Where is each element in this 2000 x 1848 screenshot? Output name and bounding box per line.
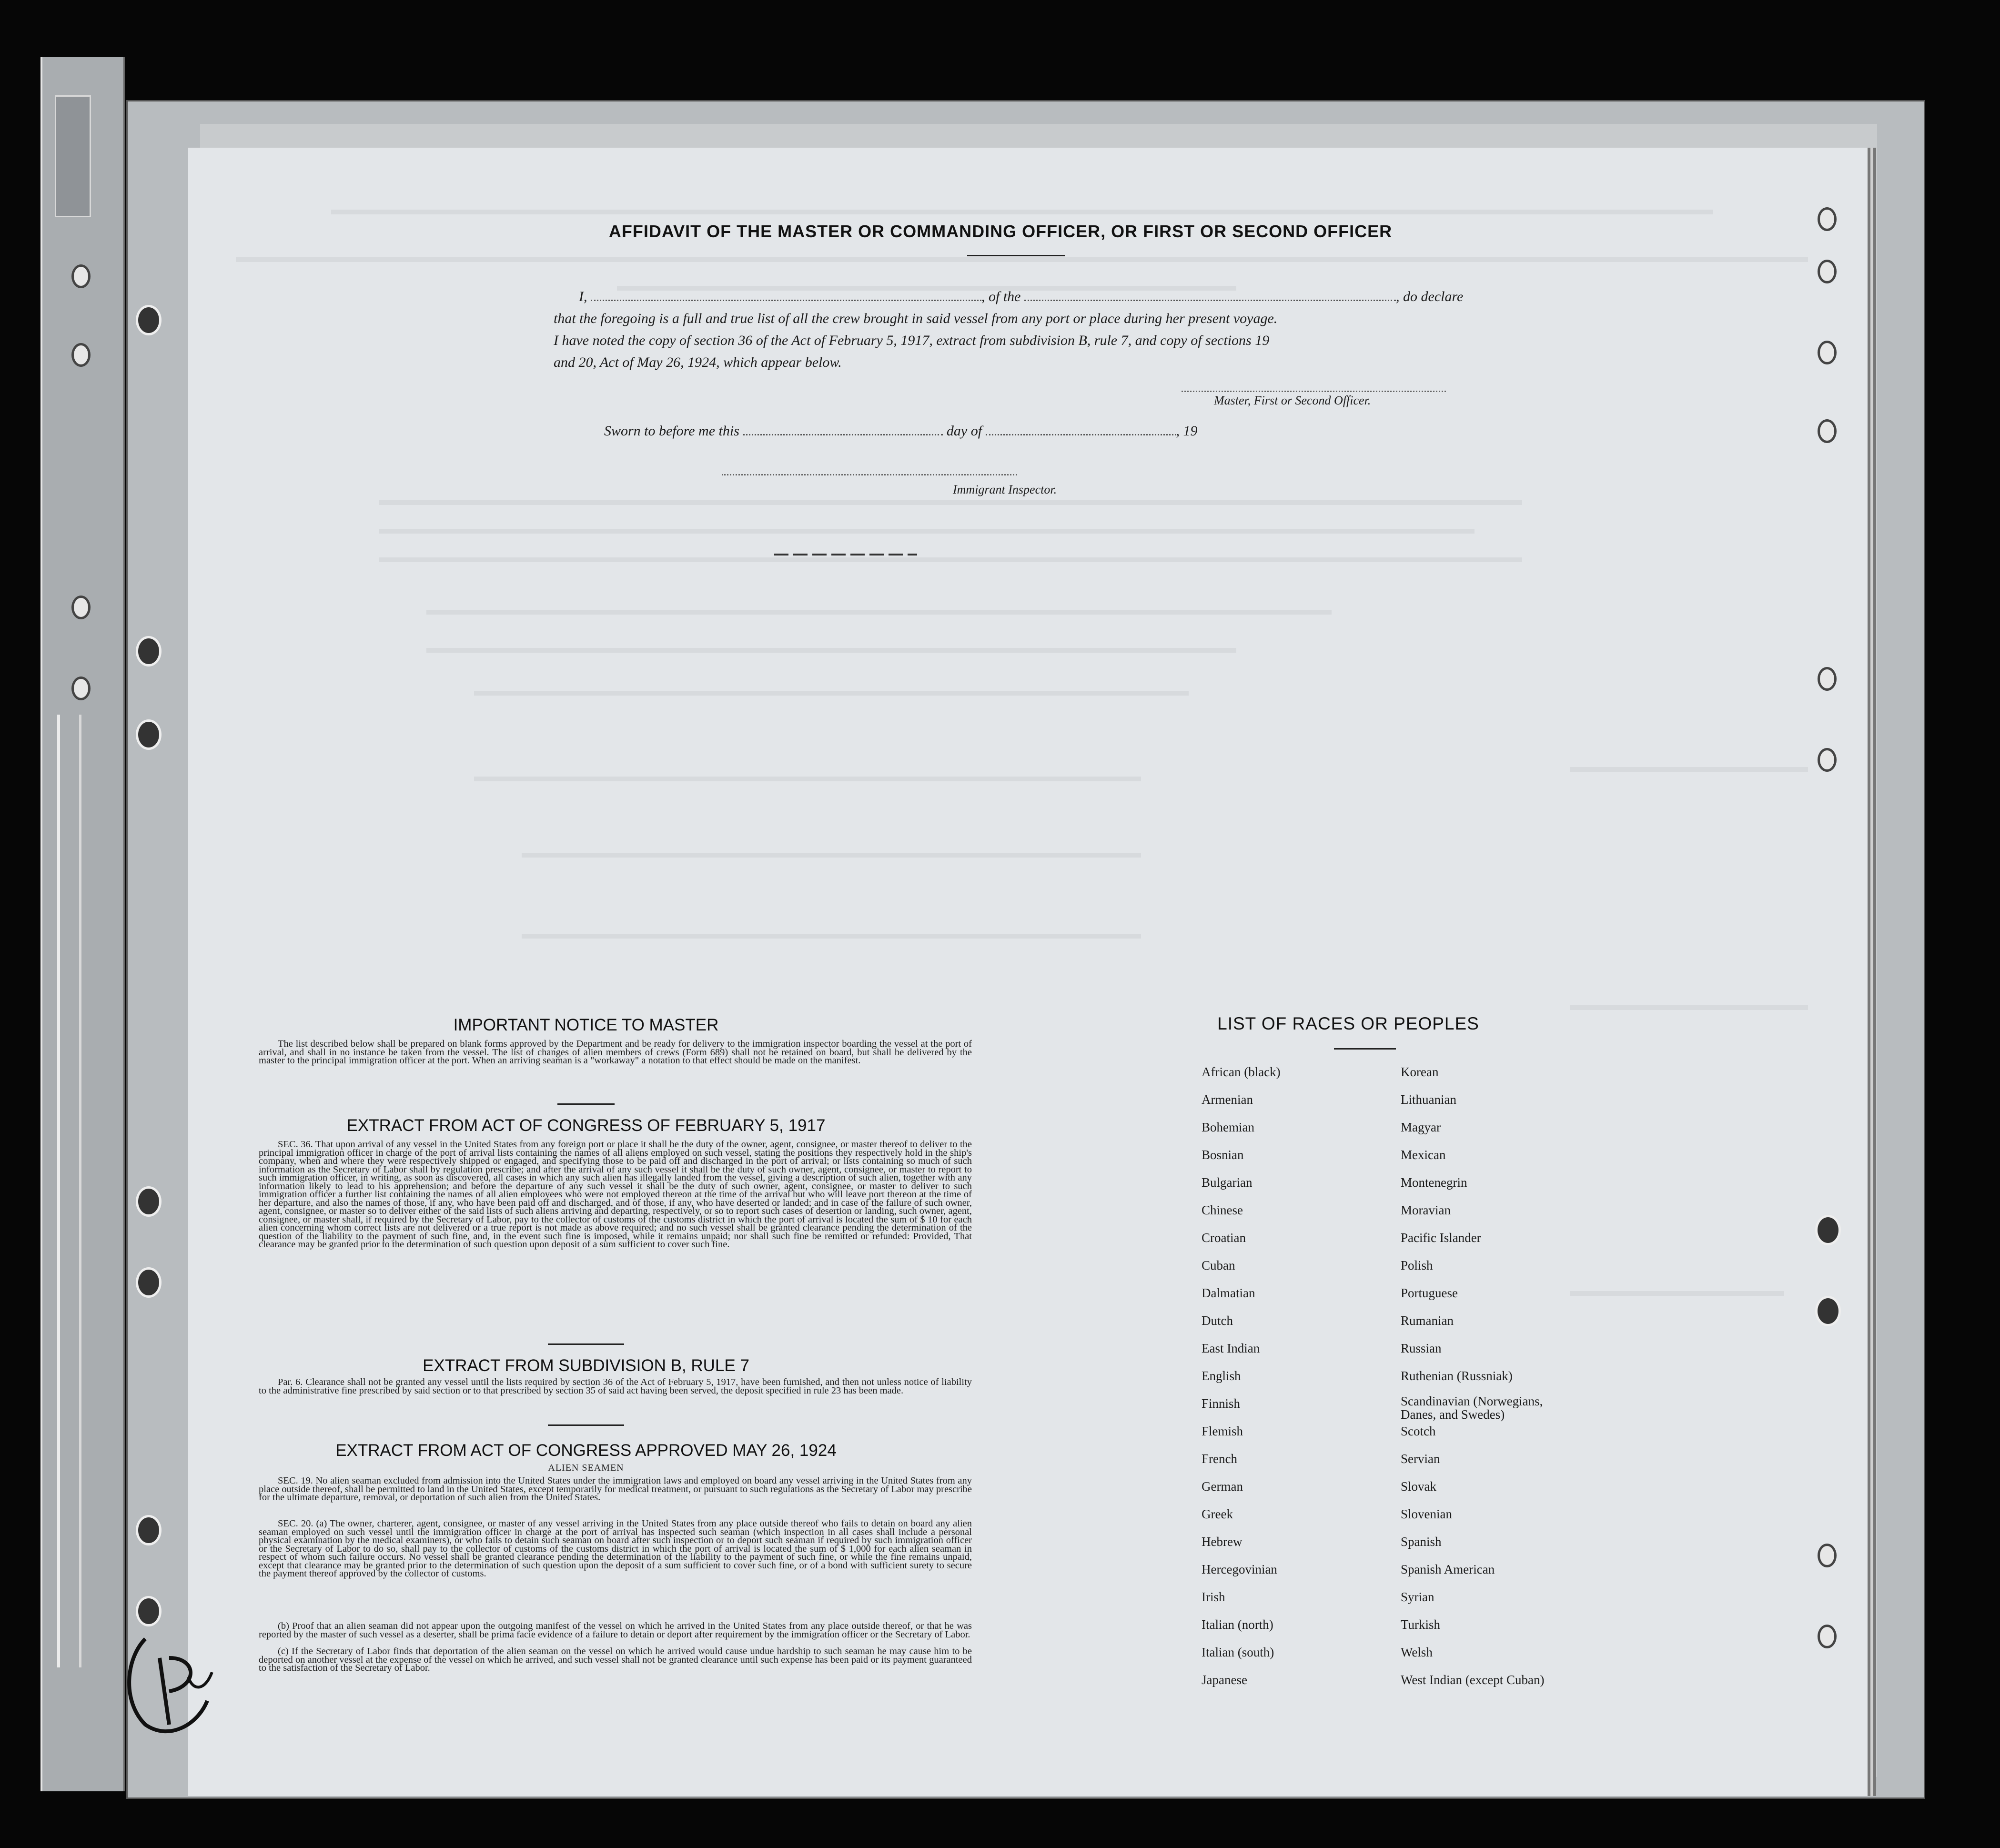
binder-hole <box>136 1515 162 1545</box>
binding-strip-edges <box>57 715 81 1667</box>
master-name-field[interactable] <box>591 289 981 301</box>
binder-hole <box>1815 1296 1841 1326</box>
race-left: Bosnian <box>1202 1148 1244 1162</box>
binder-hole <box>1815 1215 1841 1245</box>
race-right: Servian <box>1401 1452 1440 1466</box>
race-left: Irish <box>1202 1590 1225 1604</box>
race-right: Spanish American <box>1401 1562 1495 1576</box>
race-right: Scotch <box>1401 1424 1436 1438</box>
binder-hole <box>1818 419 1837 443</box>
extract-1917-text: SEC. 36. That upon arrival of any vessel in the United States from any foreign port or place it shall be the duty of the owner, agent, consignee, or master thereof to deliver to the principal immigration officer in charge of the port of arrival lists containing the names of all aliens employed on such vessel, stating the positions they respectively hold in the ship's company, when and where they were respectively shipped or engaged, and specifying those to be paid off and discharged in the port of arrival; or lists containing so much of such information as the Secretary of Labor shall by regulation prescribe; and after the arrival of any such vessel it shall be the duty of such owner, agent, consignee, or master to report to such immigration officer, in writing, as soon as discovered, all cases in which any such alien has illegally landed from the vessel, giving a description of such alien, together with any information likely to lead to his apprehension; and before the departure of any such vessel it shall be the duty of such owner, agent, consignee, or master to deliver to such immigration officer a further list containing the names of all alien employees who were not employed thereon at the time of the arrival but who will leave port thereon at the time of her departure, and also the names of those, if any, who have been paid off and discharged, and of those, if any, who have deserted or landed; and in case of the failure of such owner, agent, consignee, or master so to deliver either of the said lists of such aliens arriving and departing, respectively, or so to report such cases of desertion or landing, such owner, agent, consignee, or master shall, if required by the Secretary of Labor, pay to the collector of customs of the customs district in which the port of arrival is located the sum of $ 10 for each alien concerning whom correct lists are not delivered or a true report is not made as above required; and no such vessel shall be granted clearance pending the determination of the question of the liability to the payment of such fine, and, in the event such fine is imposed, while it remains unpaid; nor shall such fine be remitted or refunded: Provided, That clearance may be granted prior to the determination of such question upon deposit of a sum sufficient to cover such fine. <box>259 1139 972 1250</box>
dashed-mark <box>774 554 917 555</box>
race-left: Chinese <box>1202 1203 1243 1217</box>
race-right: Scandinavian (Norwegians, Danes, and Swedes) <box>1401 1394 1543 1422</box>
sec-19-text: SEC. 19. No alien seaman excluded from admission into the United States under the immigration laws and employed on board any vessel arriving in the United States from any place outside thereof, shall be permitted to land in the United States, except temporarily for medical treatment, or pursuant to such regulations as the Secretary of Labor may prescribe for the ultimate departure, removal, or deportation of such alien from the United States. <box>259 1475 972 1503</box>
declaration-of-the-label: , of the <box>981 289 1021 304</box>
race-right: West Indian (except Cuban) <box>1401 1673 1545 1687</box>
binder-hole <box>136 1186 162 1217</box>
alien-seamen-heading: ALIEN SEAMEN <box>548 1463 624 1473</box>
race-left: Dalmatian <box>1202 1286 1255 1300</box>
notice-text: The list described below shall be prepared on blank forms approved by the Department and be ready for delivery to the immigration inspector boarding the vessel at the port of arrival, and shall in no instance be taken from the vessel. The list of changes of alien members of crews (Form 689) shall not be retained on board, but shall be delivered by the master to the principal immigration officer at the port. When an arriving seaman is a "workaway" a notation to that effect should be made on the manifest. <box>259 1039 972 1066</box>
race-right: Portuguese <box>1401 1286 1458 1300</box>
race-left: English <box>1202 1369 1241 1383</box>
race-left: Bulgarian <box>1202 1175 1253 1190</box>
declaration-i-label: I, <box>579 289 587 304</box>
declaration-do-declare-label: , do declare <box>1396 289 1464 304</box>
declaration-line-1 <box>579 289 1463 305</box>
race-left: Cuban <box>1202 1258 1235 1272</box>
sworn-month-field[interactable] <box>986 424 1176 435</box>
race-right: Slovak <box>1401 1479 1437 1494</box>
binder-hole <box>1818 341 1837 364</box>
race-left: French <box>1202 1452 1237 1466</box>
race-right: Pacific Islander <box>1401 1231 1481 1245</box>
race-right: Moravian <box>1401 1203 1451 1217</box>
race-right: Ruthenian (Russniak) <box>1401 1369 1513 1383</box>
subdivision-b-text: Par. 6. Clearance shall not be granted any vessel until the lists required by section 36 of the Act of February 5, 1917, have been furnished, and then not unless notice of liability to the administrative fine prescribed by said section or to that prescribed by section 35 of said act having been served, the deposit specified in rule 23 has been made. <box>259 1377 972 1396</box>
race-left: Hercegovinian <box>1202 1562 1277 1576</box>
race-left: Armenian <box>1202 1092 1253 1107</box>
binder-hole <box>1818 260 1837 283</box>
binder-hole <box>1818 667 1837 691</box>
race-left: East Indian <box>1202 1341 1260 1355</box>
race-left: Flemish <box>1202 1424 1243 1438</box>
vessel-name-field[interactable] <box>1024 289 1396 301</box>
race-left: Finnish <box>1202 1396 1241 1411</box>
title-divider <box>967 255 1065 256</box>
race-right: Turkish <box>1401 1617 1441 1632</box>
races-title: LIST OF RACES OR PEOPLES <box>1217 1014 1479 1033</box>
sworn-label: Sworn to before me this <box>604 423 739 439</box>
race-right: Lithuanian <box>1401 1092 1456 1107</box>
binder-hole <box>136 1596 162 1626</box>
binder-hole <box>71 343 91 367</box>
notice-divider <box>557 1103 615 1105</box>
binder-hole <box>71 264 91 288</box>
binder-hole <box>71 596 91 619</box>
race-left: Croatian <box>1202 1231 1246 1245</box>
race-left: Italian (south) <box>1202 1645 1274 1659</box>
race-right: Montenegrin <box>1401 1175 1467 1190</box>
subdivision-b-divider <box>548 1424 624 1426</box>
race-right: Welsh <box>1401 1645 1433 1659</box>
sworn-day-field[interactable] <box>743 424 943 435</box>
race-right: Slovenian <box>1401 1507 1452 1521</box>
extract-1917-title: EXTRACT FROM ACT OF CONGRESS OF FEBRUARY 5, 1917 <box>346 1116 826 1135</box>
master-signature-field[interactable] <box>1182 391 1446 392</box>
binding-strip-tab <box>55 95 91 217</box>
race-right: Syrian <box>1401 1590 1434 1604</box>
race-left: Italian (north) <box>1202 1617 1273 1632</box>
binding-strip <box>40 57 125 1791</box>
race-left: Greek <box>1202 1507 1233 1521</box>
handwritten-mark <box>117 1629 226 1744</box>
binder-hole <box>136 1267 162 1298</box>
races-divider <box>1334 1048 1396 1050</box>
binder-hole <box>136 636 162 666</box>
race-right: Korean <box>1401 1065 1439 1079</box>
declaration-line-2: that the foregoing is a full and true list of all the crew brought in said vessel from any port or place during her present voyage. <box>554 311 1278 326</box>
race-right: Polish <box>1401 1258 1433 1272</box>
subdivision-b-title: EXTRACT FROM SUBDIVISION B, RULE 7 <box>423 1356 749 1375</box>
race-right: Russian <box>1401 1341 1442 1355</box>
race-left: African (black) <box>1202 1065 1281 1079</box>
race-right: Magyar <box>1401 1120 1441 1134</box>
race-left: Dutch <box>1202 1313 1233 1328</box>
race-right: Spanish <box>1401 1535 1442 1549</box>
sworn-day-of-label: day of <box>946 423 982 439</box>
sec-20c-text: (c) If the Secretary of Labor finds that deportation of the alien seaman on the vessel on which he arrived would cause undue hardship to such seaman he may cause him to be deported on another vessel at the expense of the vessel on which he arrived, and such vessel shall not be granted clearance until such expense has been paid or its payment guaranteed to the satisfaction of the Secretary of Labor. <box>259 1646 972 1673</box>
affidavit-title: AFFIDAVIT OF THE MASTER OR COMMANDING OFFICER, OR FIRST OR SECOND OFFICER <box>608 222 1393 241</box>
binder-hole <box>71 677 91 700</box>
race-left: German <box>1202 1479 1243 1494</box>
binder-hole <box>136 305 162 335</box>
race-left: Bohemian <box>1202 1120 1254 1134</box>
extract-1924-title: EXTRACT FROM ACT OF CONGRESS APPROVED MAY 26, 1924 <box>335 1441 837 1460</box>
race-left: Japanese <box>1202 1673 1247 1687</box>
master-signature-label: Master, First or Second Officer. <box>1214 394 1371 407</box>
race-right: Rumanian <box>1401 1313 1454 1328</box>
sworn-year-label: , 19 <box>1176 423 1198 439</box>
inspector-signature-field[interactable] <box>722 474 1017 475</box>
sec-20b-text: (b) Proof that an alien seaman did not appear upon the outgoing manifest of the vessel on which he arrived in the United States from any place outside thereof, or that he was reported by the master of such vessel as a deserter, shall be prima facie evidence of a failure to detain or deport after requirement by the immigration officer or the Secretary of Labor. <box>259 1621 972 1640</box>
binder-hole <box>1818 748 1837 772</box>
extract-1917-divider <box>548 1343 624 1345</box>
declaration-line-4: and 20, Act of May 26, 1924, which appear below. <box>554 354 842 370</box>
binder-hole <box>1818 207 1837 231</box>
inspector-signature-label: Immigrant Inspector. <box>953 483 1057 496</box>
notice-title: IMPORTANT NOTICE TO MASTER <box>453 1016 719 1034</box>
binder-hole <box>1818 1625 1837 1648</box>
sworn-line <box>604 423 1198 439</box>
race-right: Mexican <box>1401 1148 1446 1162</box>
sec-20a-text: SEC. 20. (a) The owner, charterer, agent, consignee, or master of any vessel arriving in the United States from any place outside thereof who fails to detain on board any alien seaman employed on such vessel until the immigration officer in charge at the port of arrival has inspected such seaman (which inspection in all cases shall include a personal physical examination by the medical examiners), or who fails to detain such seaman on board after such inspection or to deport such seaman if required by such immigration officer or the Secretary of Labor to do so, shall pay to the collector of customs of the customs district in which the port of arrival is located the sum of $ 1,000 for each alien seaman in respect of whom such failure occurs. No vessel shall be granted clearance pending the determination of the liability to the payment of such fine, or while the fine remains unpaid, except that clearance may be granted prior to the determination of such question upon the deposit of a sum sufficient to cover such fine, or of a bond with sufficient surety to secure the payment thereof approved by the collector of customs. <box>259 1518 972 1579</box>
declaration-line-3: I have noted the copy of section 36 of the Act of February 5, 1917, extract from subdivision B, rule 7, and copy of sections 19 <box>554 333 1270 348</box>
race-left: Hebrew <box>1202 1535 1242 1549</box>
binder-hole <box>1818 1544 1837 1567</box>
binder-hole <box>136 719 162 750</box>
